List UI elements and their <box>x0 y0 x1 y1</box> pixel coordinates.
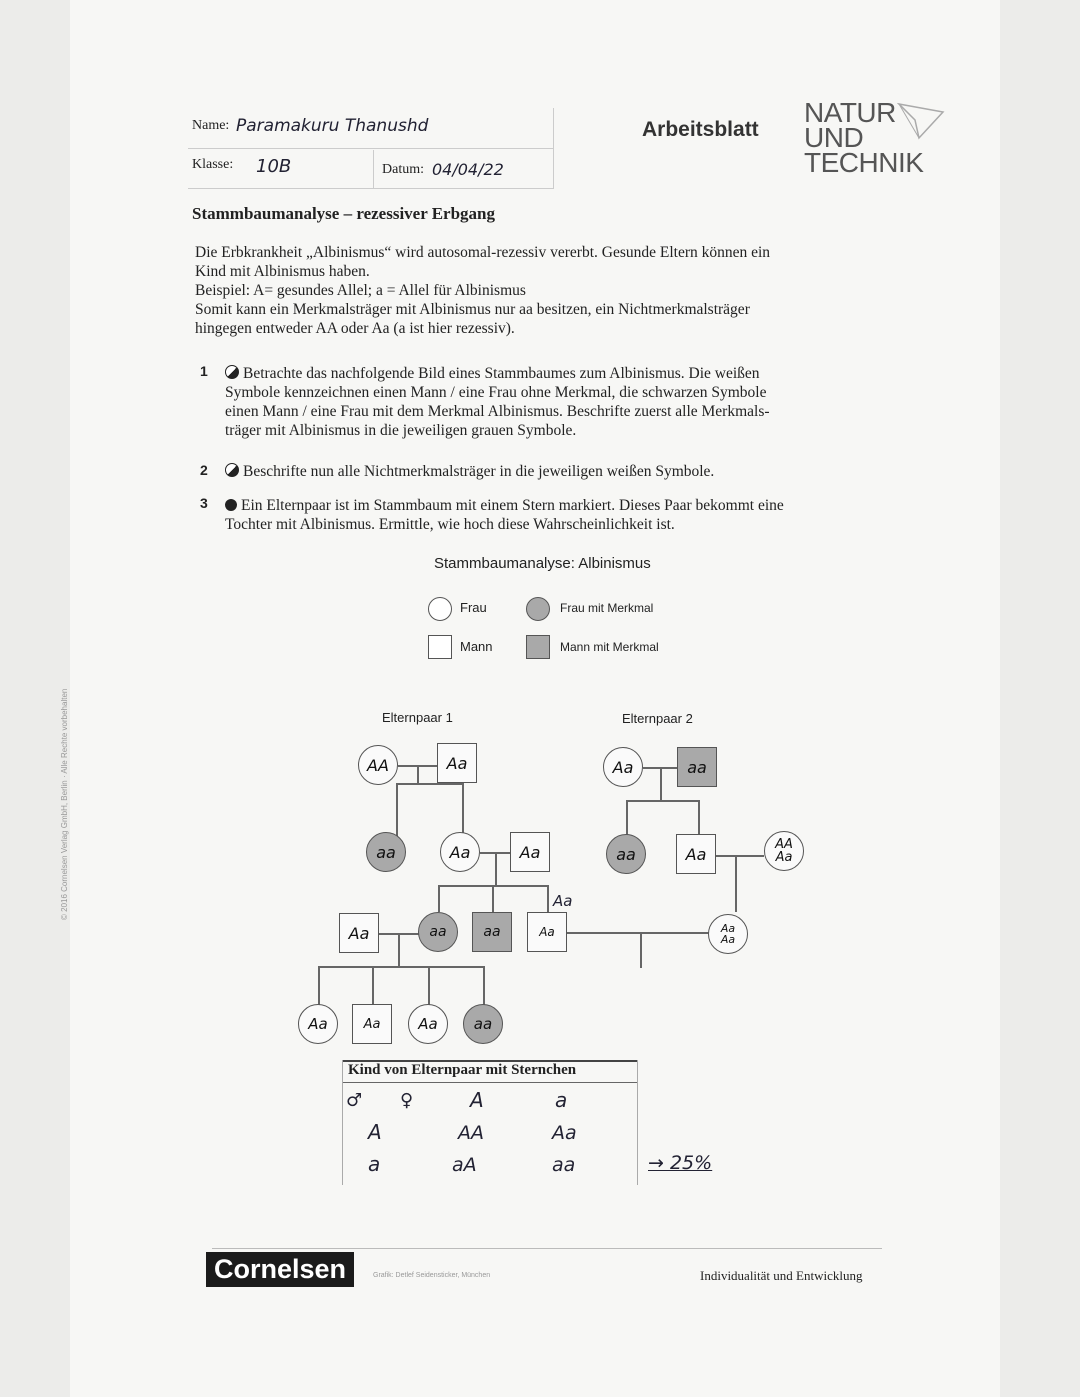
genotype-top: AA <box>775 837 793 852</box>
punnett-title: Kind von Elternpaar mit Sternchen <box>348 1062 577 1078</box>
graphic-credit: Grafik: Detlef Seidensticker, München <box>373 1272 491 1279</box>
legend-frau-merkmal-icon <box>526 597 550 621</box>
legend-frau-merkmal-label: Frau mit Merkmal <box>560 601 654 615</box>
task-2-line-1: Beschrifte nun alle Nichtmerkmalsträger in die jeweiligen weißen Symbole. <box>243 463 715 480</box>
genotype-top: Aa <box>720 922 736 935</box>
punnett-row-header-2: a <box>368 1152 381 1176</box>
intro-line-4: Somit kann ein Merkmalsträger mit Albinismus nur aa besitzen, ein Nichtmerkmalsträger <box>195 301 750 318</box>
pedigree-woman: Aa <box>440 832 480 872</box>
punnett-cell: aa <box>552 1154 576 1176</box>
name-field[interactable]: Paramakuru Thanushd <box>236 116 429 136</box>
brand-star-icon <box>895 98 947 142</box>
class-field[interactable]: 10B <box>256 156 292 177</box>
pedigree-man: Aa <box>352 1004 392 1044</box>
probability-result: → 25% <box>648 1152 713 1174</box>
intro-line-1: Die Erbkrankheit „Albinismus“ wird autosomal-rezessiv vererbt. Gesunde Eltern können ein <box>195 244 771 261</box>
task-1-line-1: Betrachte das nachfolgende Bild eines Stammbaumes zum Albinismus. Die weißen <box>243 365 760 382</box>
pedigree-man-affected: aa <box>677 747 717 787</box>
pedigree-man: Aa <box>527 912 567 952</box>
legend-mann-label: Mann <box>460 639 493 654</box>
pedigree-woman-affected: aa <box>463 1004 503 1044</box>
task-2-number: 2 <box>200 462 208 478</box>
task-difficulty-filled-icon <box>225 499 237 511</box>
task-1-number: 1 <box>200 363 208 379</box>
pedigree-man: Aa <box>510 832 550 872</box>
pedigree-woman-affected: aa <box>366 832 406 872</box>
intro-line-5: hingegen entweder AA oder Aa (a ist hier rezessiv). <box>195 320 515 337</box>
task-3-number: 3 <box>200 495 208 511</box>
pedigree-man-affected: aa <box>472 912 512 952</box>
copyright-note: © 2016 Cornelsen Verlag GmbH, Berlin · Alle Rechte vorbehalten <box>60 688 69 920</box>
task-1-line-2: Symbole kennzeichnen einen Mann / eine Frau ohne Merkmal, die schwarzen Symbole <box>225 384 767 401</box>
task-3-text <box>225 496 875 534</box>
sheet-title: Arbeitsblatt <box>642 118 759 141</box>
publisher-logo: Cornelsen <box>206 1252 354 1287</box>
task-2-text <box>225 462 875 481</box>
footer-topic: Individualität und Entwicklung <box>700 1268 863 1283</box>
legend-mann-icon <box>428 635 452 659</box>
pedigree-woman <box>764 831 804 871</box>
task-1-text <box>225 364 875 440</box>
elternpaar-1-label: Elternpaar 1 <box>382 710 453 725</box>
pedigree-woman-affected: aa <box>418 912 458 952</box>
pedigree-woman: Aa <box>408 1004 448 1044</box>
pedigree-woman <box>708 914 748 954</box>
legend-mann-merkmal-icon <box>526 635 550 659</box>
task-1-line-3: einen Mann / eine Frau mit dem Merkmal Albinismus. Beschrifte zuerst alle Merkmals- <box>225 403 770 420</box>
pedigree-man: Aa <box>437 743 477 783</box>
brand-line-1: NATUR <box>804 97 896 128</box>
genotype-bottom: Aa <box>775 850 793 865</box>
pedigree-woman-affected: aa <box>606 834 646 874</box>
class-label: Klasse: <box>192 157 234 172</box>
task-3-line-1: Ein Elternpaar ist im Stammbaum mit einem Stern markiert. Dieses Paar bekommt eine <box>241 497 784 514</box>
punnett-row-header-1: A <box>368 1120 382 1144</box>
pedigree-man: Aa <box>339 913 379 953</box>
punnett-col-header-2: a <box>555 1088 568 1112</box>
intro-line-2: Kind mit Albinismus haben. <box>195 263 370 280</box>
legend-frau-icon <box>428 597 452 621</box>
legend-frau-label: Frau <box>460 600 487 615</box>
name-label: Name: <box>192 118 230 133</box>
brand-line-2: UND <box>804 122 864 153</box>
diagram-title: Stammbaumanalyse: Albinismus <box>434 555 651 572</box>
punnett-cell: AA <box>458 1122 484 1144</box>
punnett-square <box>342 1060 638 1185</box>
page-title: Stammbaumanalyse – rezessiver Erbgang <box>192 204 496 223</box>
female-icon: ♀ <box>400 1090 414 1111</box>
task-difficulty-icon <box>225 365 239 379</box>
punnett-cell: Aa <box>552 1122 577 1144</box>
intro-text <box>195 243 875 338</box>
task-difficulty-icon <box>225 463 239 477</box>
genotype-bottom: Aa <box>720 933 736 946</box>
elternpaar-2-label: Elternpaar 2 <box>622 711 693 726</box>
legend-mann-merkmal-label: Mann mit Merkmal <box>560 640 659 654</box>
date-field[interactable]: 04/04/22 <box>432 160 504 179</box>
pedigree-woman: Aa <box>298 1004 338 1044</box>
date-label: Datum: <box>382 162 424 177</box>
pedigree-woman: AA <box>358 745 398 785</box>
male-icon: ♂ <box>346 1090 363 1111</box>
brand-line-3: TECHNIK <box>804 147 924 178</box>
intro-line-3: Beispiel: A= gesundes Allel; a = Allel für Albinismus <box>195 282 526 299</box>
punnett-cell: aA <box>452 1154 477 1176</box>
punnett-col-header-1: A <box>470 1088 484 1112</box>
pedigree-man: Aa <box>676 834 716 874</box>
task-3-line-2: Tochter mit Albinismus. Ermittle, wie hoch diese Wahrscheinlichkeit ist. <box>225 516 675 533</box>
task-1-line-4: träger mit Albinismus in die jeweiligen grauen Symbole. <box>225 422 577 439</box>
pedigree-woman: Aa <box>603 747 643 787</box>
handwritten-genotype-note: Aa <box>553 892 573 910</box>
